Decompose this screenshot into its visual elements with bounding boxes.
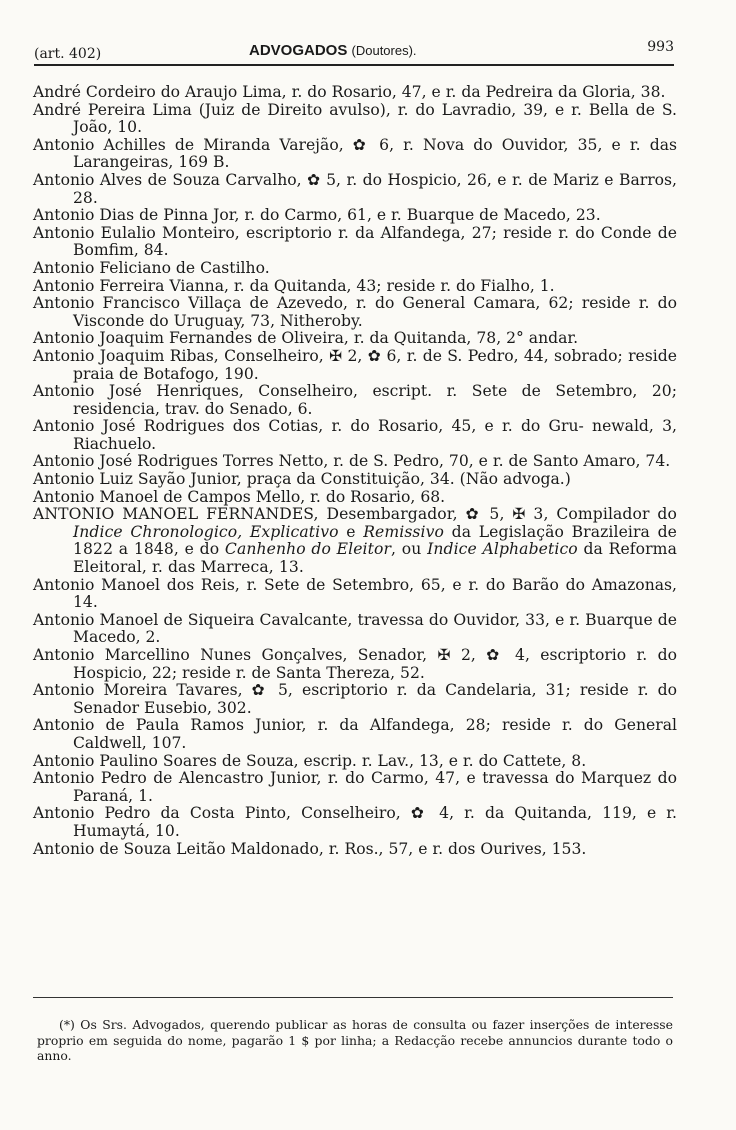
lawyer-entry: Antonio Moreira Tavares, ✿ 5, escriptorio r. da Candelaria, 31; reside r. do Senador Eusebio, 302. (33, 681, 677, 717)
entry-text: da Legislação Brazileira de 1822 a 1848, e do (73, 522, 677, 559)
lawyer-entry: Antonio José Henriques, Conselheiro, escript. r. Sete de Setembro, 20; residencia, trav. do Senado, 6. (33, 382, 677, 418)
article-reference: (art. 402) (34, 46, 102, 62)
lawyer-entry: Antonio Dias de Pinna Jor, r. do Carmo, 61, e r. Buarque de Macedo, 23. (33, 206, 601, 225)
footnote-divider (33, 997, 673, 998)
lawyer-entry: Antonio Paulino Soares de Souza, escrip. r. Lav., 13, e r. do Cattete, 8. (33, 751, 587, 770)
lawyer-entry: Antonio Joaquim Fernandes de Oliveira, r. da Quitanda, 78, 2° andar. (33, 329, 579, 348)
page-number: 993 (647, 39, 674, 55)
lawyer-entry: Antonio Ferreira Vianna, r. da Quitanda, 43; reside r. do Fialho, 1. (33, 276, 555, 295)
entry-text: e (338, 522, 364, 541)
lawyer-entry: Antonio Achilles de Miranda Varejão, ✿ 6, r. Nova do Ouvidor, 35, e r. das Larangeiras, 169 B. (33, 135, 677, 172)
footnote: (*) Os Srs. Advogados, querendo publicar as horas de consulta ou fazer inserções de interesse proprio em seguida do nome, pagarão 1 $ por linha; a Redacção recebe annuncios durante todo o anno. (37, 1017, 673, 1064)
lawyer-entry: Antonio Manoel de Siqueira Cavalcante, travessa do Ouvidor, 33, e r. Buarque de Macedo, 2. (33, 610, 677, 647)
page-header (34, 38, 674, 66)
page-title (249, 42, 417, 59)
lawyer-entry: Antonio José Rodrigues dos Cotias, r. do Rosario, 45, e r. do Gru- newald, 3, Riachuelo. (33, 417, 677, 453)
work-title: Remissivo (363, 522, 445, 541)
lawyer-entry: Antonio Alves de Souza Carvalho, ✿ 5, r. do Hospicio, 26, e r. de Mariz e Barros, 28. (33, 170, 677, 207)
section-subtitle: (Doutores). (351, 43, 417, 58)
lawyer-entry: André Pereira Lima (Juiz de Direito avulso), r. do Lavradio, 39, e r. Bella de S. João, 10. (33, 100, 677, 137)
lawyer-entry: Antonio Marcellino Nunes Gonçalves, Senador, ✠ 2, ✿ 4, escriptorio r. do Hospicio, 22; reside r. de Santa Thereza, 52. (33, 646, 677, 682)
lawyer-entry: Antonio Manoel de Campos Mello, r. do Rosario, 68. (33, 487, 446, 506)
lawyer-entry: Antonio de Paula Ramos Junior, r. da Alfandega, 28; reside r. do General Caldwell, 107. (33, 716, 677, 752)
lawyer-entry: Antonio Eulalio Monteiro, escriptorio r. da Alfandega, 27; reside r. do Conde de Bomfim, 84. (33, 223, 677, 260)
lawyer-list (33, 84, 677, 858)
entry-text: da Reforma Eleitoral, r. das Marreca, 13. (73, 540, 677, 577)
lawyer-entry: André Cordeiro do Araujo Lima, r. do Rosario, 47, e r. da Pedreira da Gloria, 38. (33, 83, 666, 101)
entry-text: Desembargador, ✿ 5, ✠ 3, Compilador do (318, 505, 677, 524)
lawyer-entry: Antonio Feliciano de Castilho. (33, 258, 270, 277)
work-title: Indice Alphabetico (427, 540, 578, 559)
lawyer-entry: Antonio Joaquim Ribas, Conselheiro, ✠ 2, ✿ 6, r. de S. Pedro, 44, sobrado; reside praia de Botafogo, 190. (33, 346, 677, 383)
lawyer-entry: Antonio Luiz Sayão Junior, praça da Constituição, 34. (Não advoga.) (33, 470, 571, 489)
entry-text: , ou (391, 540, 428, 559)
work-title: Canhenho do Eleitor (224, 540, 392, 559)
lawyer-entry: Antonio de Souza Leitão Maldonado, r. Ros., 57, e r. dos Ourives, 153. (33, 839, 587, 858)
section-title: ADVOGADOS (249, 42, 348, 59)
lawyer-entry: Antonio Francisco Villaça de Azevedo, r. do General Camara, 62; reside r. do Visconde do Uruguay, 73, Nitheroby. (33, 294, 677, 330)
featured-lawyer-entry (33, 506, 677, 576)
lawyer-entry: Antonio Pedro de Alencastro Junior, r. do Carmo, 47, e travessa do Marquez do Paraná, 1. (33, 769, 677, 805)
featured-lawyer-name: ANTONIO MANOEL FERNANDES, (33, 505, 319, 524)
lawyer-entry: Antonio Pedro da Costa Pinto, Conselheiro, ✿ 4, r. da Quitanda, 119, e r. Humaytá, 10. (33, 804, 677, 840)
work-title: Indice Chronologico, Explicativo (73, 522, 339, 541)
lawyer-entry: Antonio José Rodrigues Torres Netto, r. de S. Pedro, 70, e r. de Santo Amaro, 74. (33, 452, 671, 471)
lawyer-entry: Antonio Manoel dos Reis, r. Sete de Setembro, 65, e r. do Barão do Amazonas, 14. (33, 575, 677, 612)
